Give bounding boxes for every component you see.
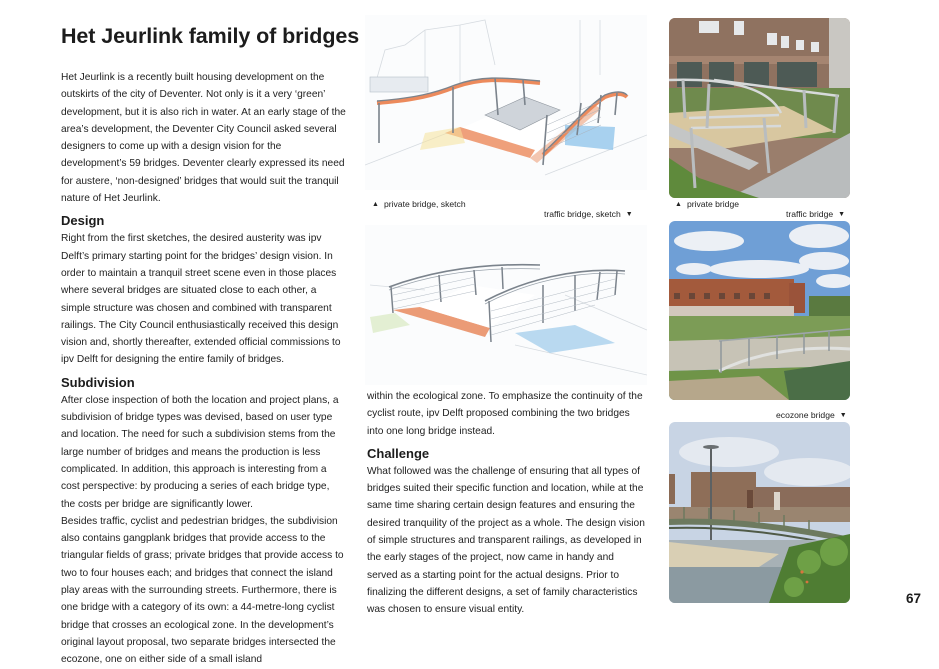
- page-number: 67: [906, 591, 922, 606]
- left-column: [61, 69, 346, 669]
- traffic-bridge-photo: [669, 221, 850, 400]
- design-heading: Design: [61, 213, 105, 229]
- subdivision-heading: Subdivision: [61, 374, 135, 390]
- caption-traffic-bridge: [786, 209, 845, 220]
- caption-private-bridge-sketch: [372, 199, 466, 210]
- triangle-up-icon: ▲: [675, 201, 682, 208]
- caption-ecozone-bridge: [776, 410, 847, 421]
- caption-text: private bridge, sketch: [383, 199, 466, 209]
- page-title: Het Jeurlink family of bridges: [61, 24, 360, 48]
- subdivision-paragraph-2: Besides traffic, cyclist and pedestrian bridges, the subdivision also contains gangplank bridges that provide access to the triangular fields of grass; private bridges that provide access to two to four houses each; and bridges that connect the island play areas with the surrounding streets. Furthermore, there is one bridge with a category of its own: a 44-metre-long cyclist bridge that crosses an ecological zone. In the development’s original layout proposal, two separate bridges intersected the ecozone, one on either side of a small island: [61, 515, 344, 666]
- private-bridge-sketch: [365, 15, 647, 190]
- subdivision-paragraph-1: After close inspection of both the location and project plans, a subdivision of bridge types was devised, based on user type and location. The need for such a subdivision stems from the large number of bridges and means the production is less complicated. In addition, this approach is interesting from a cost perspective: by producing a series of each bridge type, the costs per bridge are significantly lower.: [61, 394, 339, 510]
- caption-text: traffic bridge: [786, 209, 834, 219]
- caption-text: private bridge: [686, 199, 740, 209]
- traffic-bridge-sketch: [365, 225, 647, 385]
- triangle-up-icon: ▲: [372, 201, 379, 208]
- private-bridge-photo: [669, 18, 850, 198]
- intro-paragraph: Het Jeurlink is a recently built housing development on the outskirts of the city of Deventer. Not only is it a very ‘green’ development, but it is also rich in water. At an early stage of the area’s development, the Deventer City Council asked several designers to come up with a design vision for the development’s 59 bridges. Deventer clearly expressed its need for austere, ‘non-designed’ bridges that would suit the tranquil nature of Het Jeurlink.: [61, 72, 346, 205]
- caption-text: traffic bridge, sketch: [544, 209, 621, 219]
- challenge-paragraph: What followed was the challenge of ensuring that all types of bridges suited their specific function and location, while at the same time sharing certain design features and ensuring the desired tranquility of the project as a whole. The design vision of simple structures and transparent railings, as developed in the early stages of the project, now came in handy and served as a starting point for the actual designs. Prior to finalizing the different designs, a set of family characteristics was chosen to ensure visual entity.: [367, 465, 645, 616]
- continuation-paragraph: within the ecological zone. To emphasize the continuity of the cyclist route, ipv Delft proposed combining the two bridges into one long bridge instead.: [367, 391, 643, 437]
- challenge-heading: Challenge: [367, 445, 430, 461]
- ecozone-bridge-photo: [669, 422, 850, 603]
- middle-column: [367, 388, 647, 619]
- triangle-down-icon: ▼: [625, 211, 633, 218]
- design-paragraph: Right from the first sketches, the desired austerity was ipv Delft’s primary starting point for the bridges’ design vision. In order to maintain a tranquil street scene even in those places where several bridges are situated close to each other, a simple structure was chosen and combined with transparent railings. The City Council enthusiastically received this design vision and, shortly thereafter, extended official commissions to ipv Delft for designing the entire family of bridges.: [61, 233, 341, 366]
- triangle-down-icon: ▼: [838, 211, 846, 218]
- caption-traffic-bridge-sketch: [544, 209, 633, 220]
- caption-private-bridge: [675, 199, 739, 210]
- triangle-down-icon: ▼: [839, 412, 847, 419]
- caption-text: ecozone bridge: [776, 410, 835, 420]
